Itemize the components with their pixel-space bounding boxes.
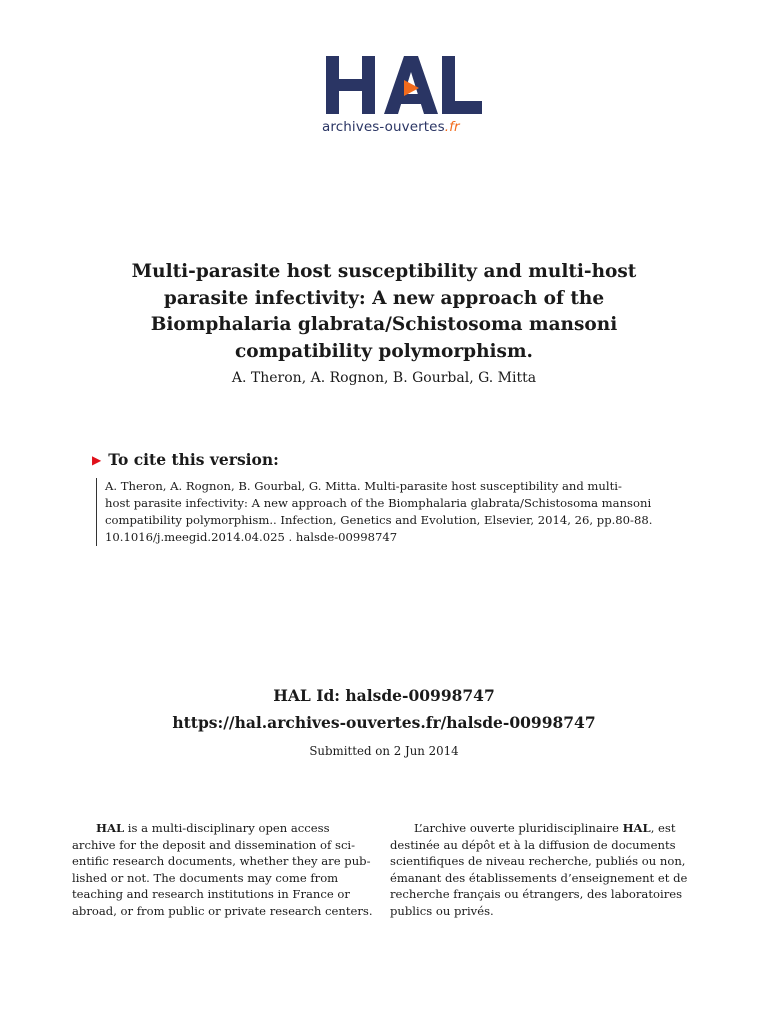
hal-id: HAL Id: halsde-00998747 [273, 686, 495, 705]
notice-line: lished or not. The documents may come from [72, 870, 339, 885]
logo-subtitle-main: archives-ouvertes [322, 119, 445, 135]
logo-subtitle [322, 119, 487, 135]
citation-line: host parasite infectivity: A new approach of the Biomphalaria glabrata/Schistosoma mansoni [105, 496, 652, 510]
notice-line: recherche français ou étrangers, des laboratoires [390, 887, 683, 902]
submission-date: Submitted on 2 Jun 2014 [309, 744, 459, 758]
citation-block [96, 478, 730, 546]
notice-french [390, 820, 696, 920]
title-line: compatibility polymorphism. [235, 340, 533, 362]
notice-line: abroad, or from public or private research centers. [72, 903, 373, 918]
notice-line: archive for the deposit and dissemination of sci- [72, 837, 356, 852]
notice-text: L’archive ouverte pluridisciplinaire [414, 821, 623, 835]
hal-logo-icon [322, 52, 487, 116]
citation-line: 10.1016/j.meegid.2014.04.025 . halsde-00998747 [105, 530, 398, 544]
citation-line: A. Theron, A. Rognon, B. Gourbal, G. Mitta. Multi-parasite host susceptibility and multi- [105, 479, 622, 493]
paper-authors: A. Theron, A. Rognon, B. Gourbal, G. Mitta [231, 370, 537, 386]
paper-title [84, 259, 684, 365]
notice-english [72, 820, 378, 920]
hal-bold: HAL [622, 821, 651, 835]
notice-line [72, 820, 378, 837]
notice-line: destinée au dépôt et à la diffusion de documents [390, 837, 676, 852]
notice-text: , est [650, 821, 676, 835]
title-line: Multi-parasite host susceptibility and multi-host [131, 261, 637, 282]
notice-line: publics ou privés. [390, 903, 494, 918]
hal-url-link[interactable]: https://hal.archives-ouvertes.fr/halsde-00998747 [172, 713, 596, 732]
notice-text: is a multi-disciplinary open access [124, 821, 330, 835]
notice-line: émanant des établissements d’enseignement et de [390, 870, 688, 885]
right-triangle-icon: ▶ [92, 452, 102, 467]
logo-subtitle-ext: .fr [444, 119, 460, 135]
citation-line: compatibility polymorphism.. Infection, Genetics and Evolution, Elsevier, 2014, 26, pp.80-88. [105, 513, 653, 527]
cite-heading [92, 450, 279, 469]
hal-logo [322, 52, 487, 142]
notice-line: entific research documents, whether they are pub- [72, 854, 371, 869]
notice-line: scientifiques de niveau recherche, publiés ou non, [390, 854, 686, 869]
hal-bold: HAL [96, 821, 125, 835]
title-line: Biomphalaria glabrata/Schistosoma mansoni [150, 314, 618, 335]
notice-line [390, 820, 696, 837]
cite-heading-label: To cite this version: [108, 450, 279, 469]
title-line: parasite infectivity: A new approach of the [163, 287, 605, 309]
notice-line: teaching and research institutions in France or [72, 887, 350, 902]
